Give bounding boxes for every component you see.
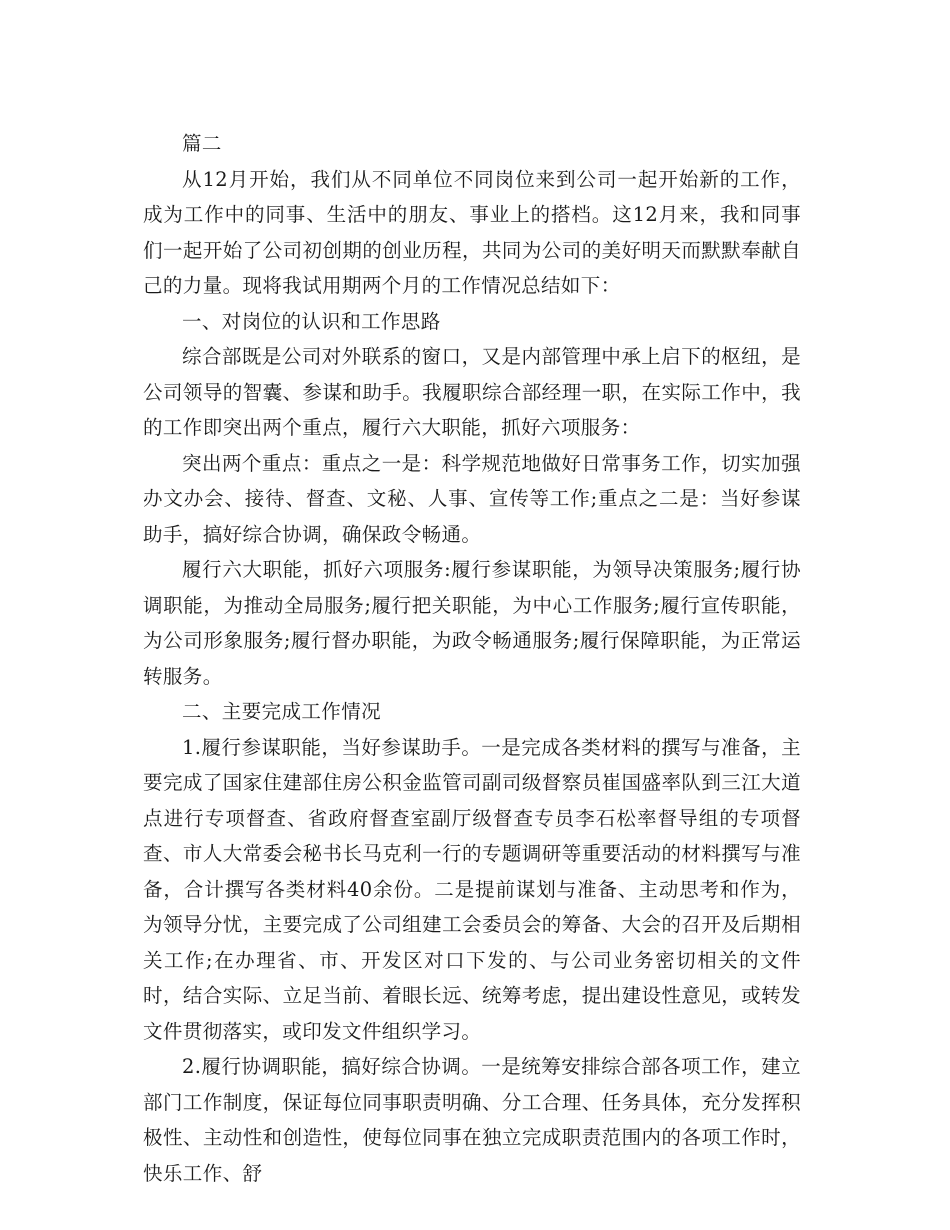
body-paragraph: 突出两个重点：重点之一是：科学规范地做好日常事务工作，切实加强办文办会、接待、督查、文秘、人事、宣传等工作;重点之二是：当好参谋助手，搞好综合协调，确保政令畅通。 [143, 451, 801, 546]
intro-paragraph: 从12月开始，我们从不同单位不同岗位来到公司一起开始新的工作，成为工作中的同事、生活中的朋友、事业上的搭档。这12月来，我和同事们一起开始了公司初创期的创业历程，共同为公司的美好明天而默默奉献自己的力量。现将我试用期两个月的工作情况总结如下： [143, 167, 801, 297]
document-body [143, 126, 801, 1191]
body-paragraph: 1.履行参谋职能，当好参谋助手。一是完成各类材料的撰写与准备，主要完成了国家住建部住房公积金监管司副司级督察员崔国盛率队到三江大道点进行专项督查、省政府督查室副厅级督查专员李石松率督导组的专项督查、市人大常委会秘书长马克利一行的专题调研等重要活动的材料撰写与准备，合计撰写各类材料40余份。二是提前谋划与准备、主动思考和作为，为领导分忧，主要完成了公司组建工会委员会的筹备、大会的召开及后期相关工作;在办理省、市、开发区对口下发的、与公司业务密切相关的文件时，结合实际、立足当前、着眼长远、统筹考虑，提出建设性意见，或转发文件贯彻落实，或印发文件组织学习。 [143, 735, 801, 1043]
body-paragraph: 综合部既是公司对外联系的窗口，又是内部管理中承上启下的枢纽，是公司领导的智囊、参谋和助手。我履职综合部经理一职，在实际工作中，我的工作即突出两个重点，履行六大职能，抓好六项服务： [143, 345, 801, 439]
section-heading: 二、主要完成工作情况 [182, 700, 382, 723]
body-paragraph: 履行六大职能，抓好六项服务:履行参谋职能，为领导决策服务;履行协调职能，为推动全局服务;履行把关职能，为中心工作服务;履行宣传职能，为公司形象服务;履行督办职能，为政令畅通服务;履行保障职能，为正常运转服务。 [143, 558, 801, 688]
section-heading: 一、对岗位的认识和工作思路 [182, 309, 441, 333]
section-heading: 篇二 [182, 132, 222, 155]
body-paragraph: 2.履行协调职能，搞好综合协调。一是统筹安排综合部各项工作，建立部门工作制度，保证每位同事职责明确、分工合理、任务具体，充分发挥积极性、主动性和创造性，使每位同事在独立完成职责范围内的各项工作时，快乐工作、舒 [143, 1055, 801, 1185]
